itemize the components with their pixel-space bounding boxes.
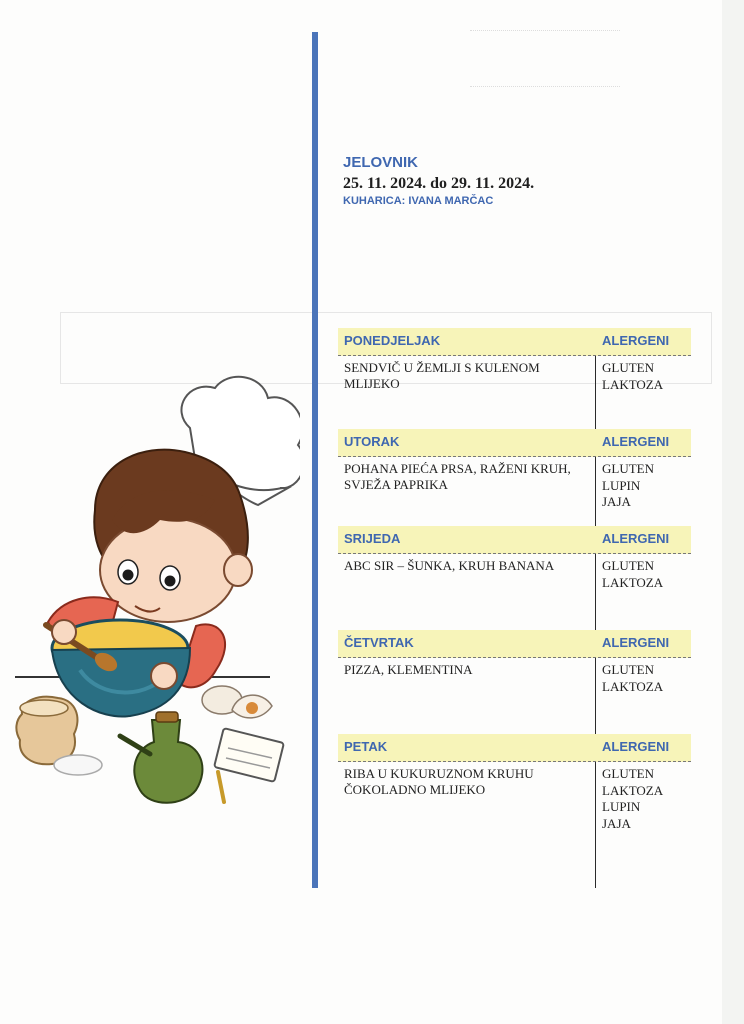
allergen-item: JAJA (602, 815, 631, 831)
day-block-friday (338, 734, 691, 831)
day-header (338, 328, 691, 356)
allergen-item: GLUTEN (602, 461, 654, 476)
allergen-heading: ALERGENI (602, 531, 670, 546)
notepad-icon (214, 728, 284, 782)
day-header (338, 630, 691, 658)
allergen-heading: ALERGENI (602, 333, 670, 348)
meal-text: SENDVIČ U ŽEMLJI S KULENOM MLIJEKO (344, 360, 540, 391)
bleed-through-shadow (470, 30, 620, 87)
allergen-item: GLUTEN (602, 662, 654, 677)
menu-cook: KUHARICA: IVANA MARČAC (343, 195, 494, 207)
allergen-list (602, 360, 663, 393)
allergen-item: JAJA (602, 494, 631, 509)
day-name: ČETVRTAK (344, 635, 414, 650)
day-block-tuesday (338, 429, 691, 509)
allergen-list (602, 558, 663, 591)
allergen-item: LAKTOZA (602, 376, 664, 392)
menu-header (343, 153, 534, 208)
day-block-wednesday (338, 526, 691, 590)
allergen-heading: ALERGENI (602, 739, 670, 754)
allergen-item: LAKTOZA (602, 782, 664, 798)
menu-title: JELOVNIK (343, 154, 419, 171)
day-block-thursday (338, 630, 691, 694)
day-name: PONEDJELJAK (344, 333, 441, 348)
day-header (338, 734, 691, 762)
meal-text: ABC SIR – ŠUNKA, KRUH BANANA (344, 558, 555, 573)
day-header (338, 526, 691, 554)
flour-pile (54, 755, 102, 775)
oil-bottle-icon (120, 712, 202, 803)
day-name: SRIJEDA (344, 531, 401, 546)
day-block-monday (338, 328, 691, 392)
allergen-item: GLUTEN (602, 558, 654, 573)
allergen-item: GLUTEN (602, 766, 654, 781)
page-edge (722, 0, 744, 1024)
meal-text: PIZZA, KLEMENTINA (344, 662, 473, 677)
meal-text: RIBA U KUKURUZNOM KRUHU ČOKOLADNO MLIJEKO (344, 766, 534, 797)
day-header (338, 429, 691, 457)
allergen-list (602, 461, 654, 511)
allergen-list (602, 766, 663, 832)
flour-sack-icon (16, 697, 77, 764)
hand-shape (52, 620, 76, 644)
pencil-icon (218, 772, 224, 802)
hand-shape (151, 663, 177, 689)
meal-text: POHANA PIEĆA PRSA, RAŽENI KRUH, SVJEŽA PAPRIKA (344, 461, 571, 492)
child-chef-illustration (0, 370, 300, 810)
column-separator (595, 328, 596, 888)
allergen-heading: ALERGENI (602, 635, 670, 650)
allergen-item: LAKTOZA (602, 678, 664, 694)
menu-date-range: 25. 11. 2024. do 29. 11. 2024. (343, 175, 535, 192)
allergen-item: LUPIN (602, 477, 641, 493)
allergen-item: GLUTEN (602, 360, 654, 375)
allergen-list (602, 662, 663, 695)
eggs-icon (202, 686, 272, 718)
vertical-accent-rule (312, 32, 318, 888)
allergen-heading: ALERGENI (602, 434, 670, 449)
day-name: PETAK (344, 739, 388, 754)
allergen-item: LUPIN (602, 799, 641, 814)
allergen-item: LAKTOZA (602, 574, 664, 590)
day-name: UTORAK (344, 434, 400, 449)
